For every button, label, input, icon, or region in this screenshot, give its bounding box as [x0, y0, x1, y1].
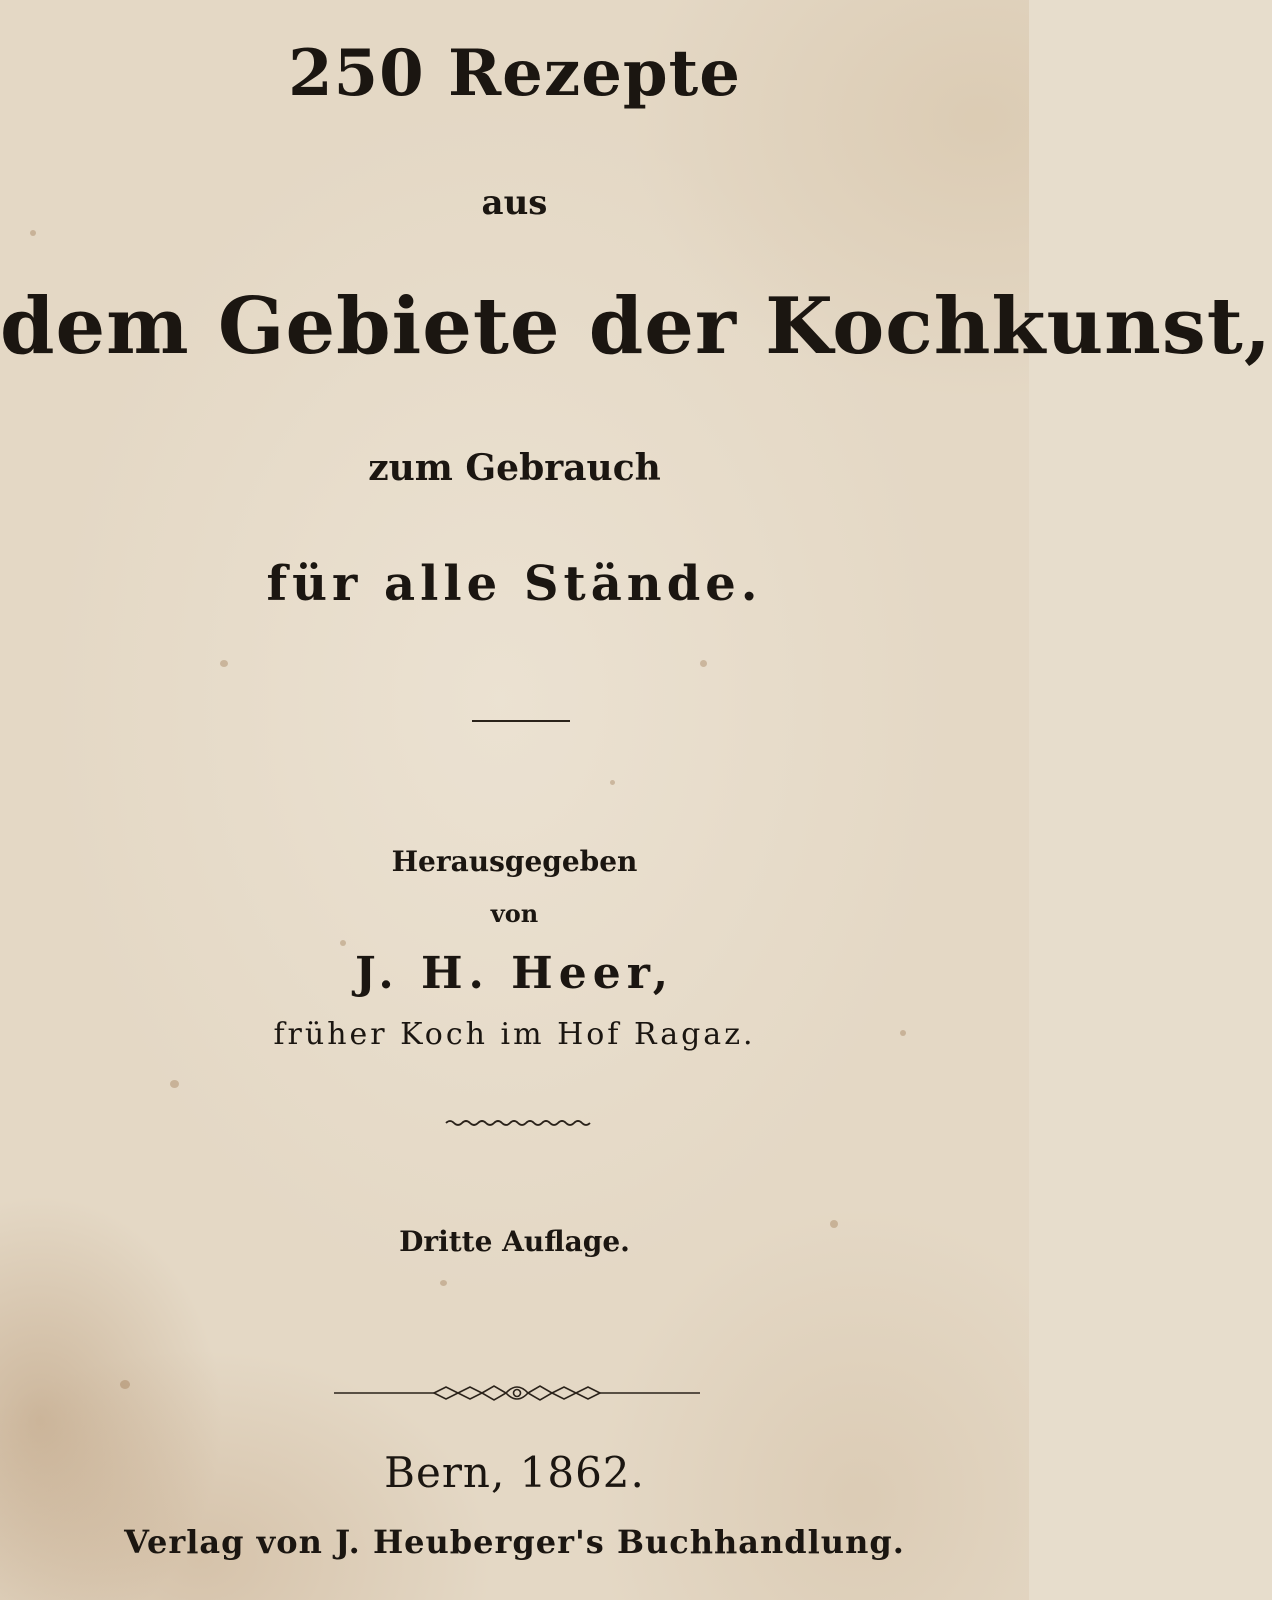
foxing-spot [30, 230, 36, 236]
wavy-rule [446, 1118, 592, 1128]
author-note: früher Koch im Hof Ragaz. [273, 1017, 756, 1052]
edition-note: Dritte Auflage. [399, 1225, 630, 1258]
ornamental-divider [334, 1378, 700, 1408]
title-line-5: für alle Stände. [266, 556, 763, 612]
author-name: J. H. Heer, [354, 948, 675, 999]
foxing-spot [120, 1380, 130, 1389]
title-line-4: zum Gebrauch [368, 447, 661, 489]
foxing-spot [440, 1280, 447, 1286]
publisher-line: Verlag von J. Heuberger's Buchhandlung. [124, 1523, 905, 1561]
title-line-2: aus [481, 183, 548, 223]
foxing-spot [830, 1220, 838, 1228]
title-line-1: 250 Rezepte [288, 36, 741, 111]
foxing-spot [170, 1080, 179, 1088]
foxing-spot [220, 660, 228, 667]
short-rule [472, 720, 570, 722]
von-label: von [490, 899, 539, 928]
title-line-3: dem Gebiete der Kochkunst, [0, 281, 1272, 372]
edited-by-label: Herausgegeben [391, 845, 638, 878]
foxing-spot [700, 660, 707, 667]
foxing-spot [610, 780, 615, 785]
place-and-year: Bern, 1862. [384, 1448, 645, 1497]
foxing-spot [340, 940, 346, 946]
